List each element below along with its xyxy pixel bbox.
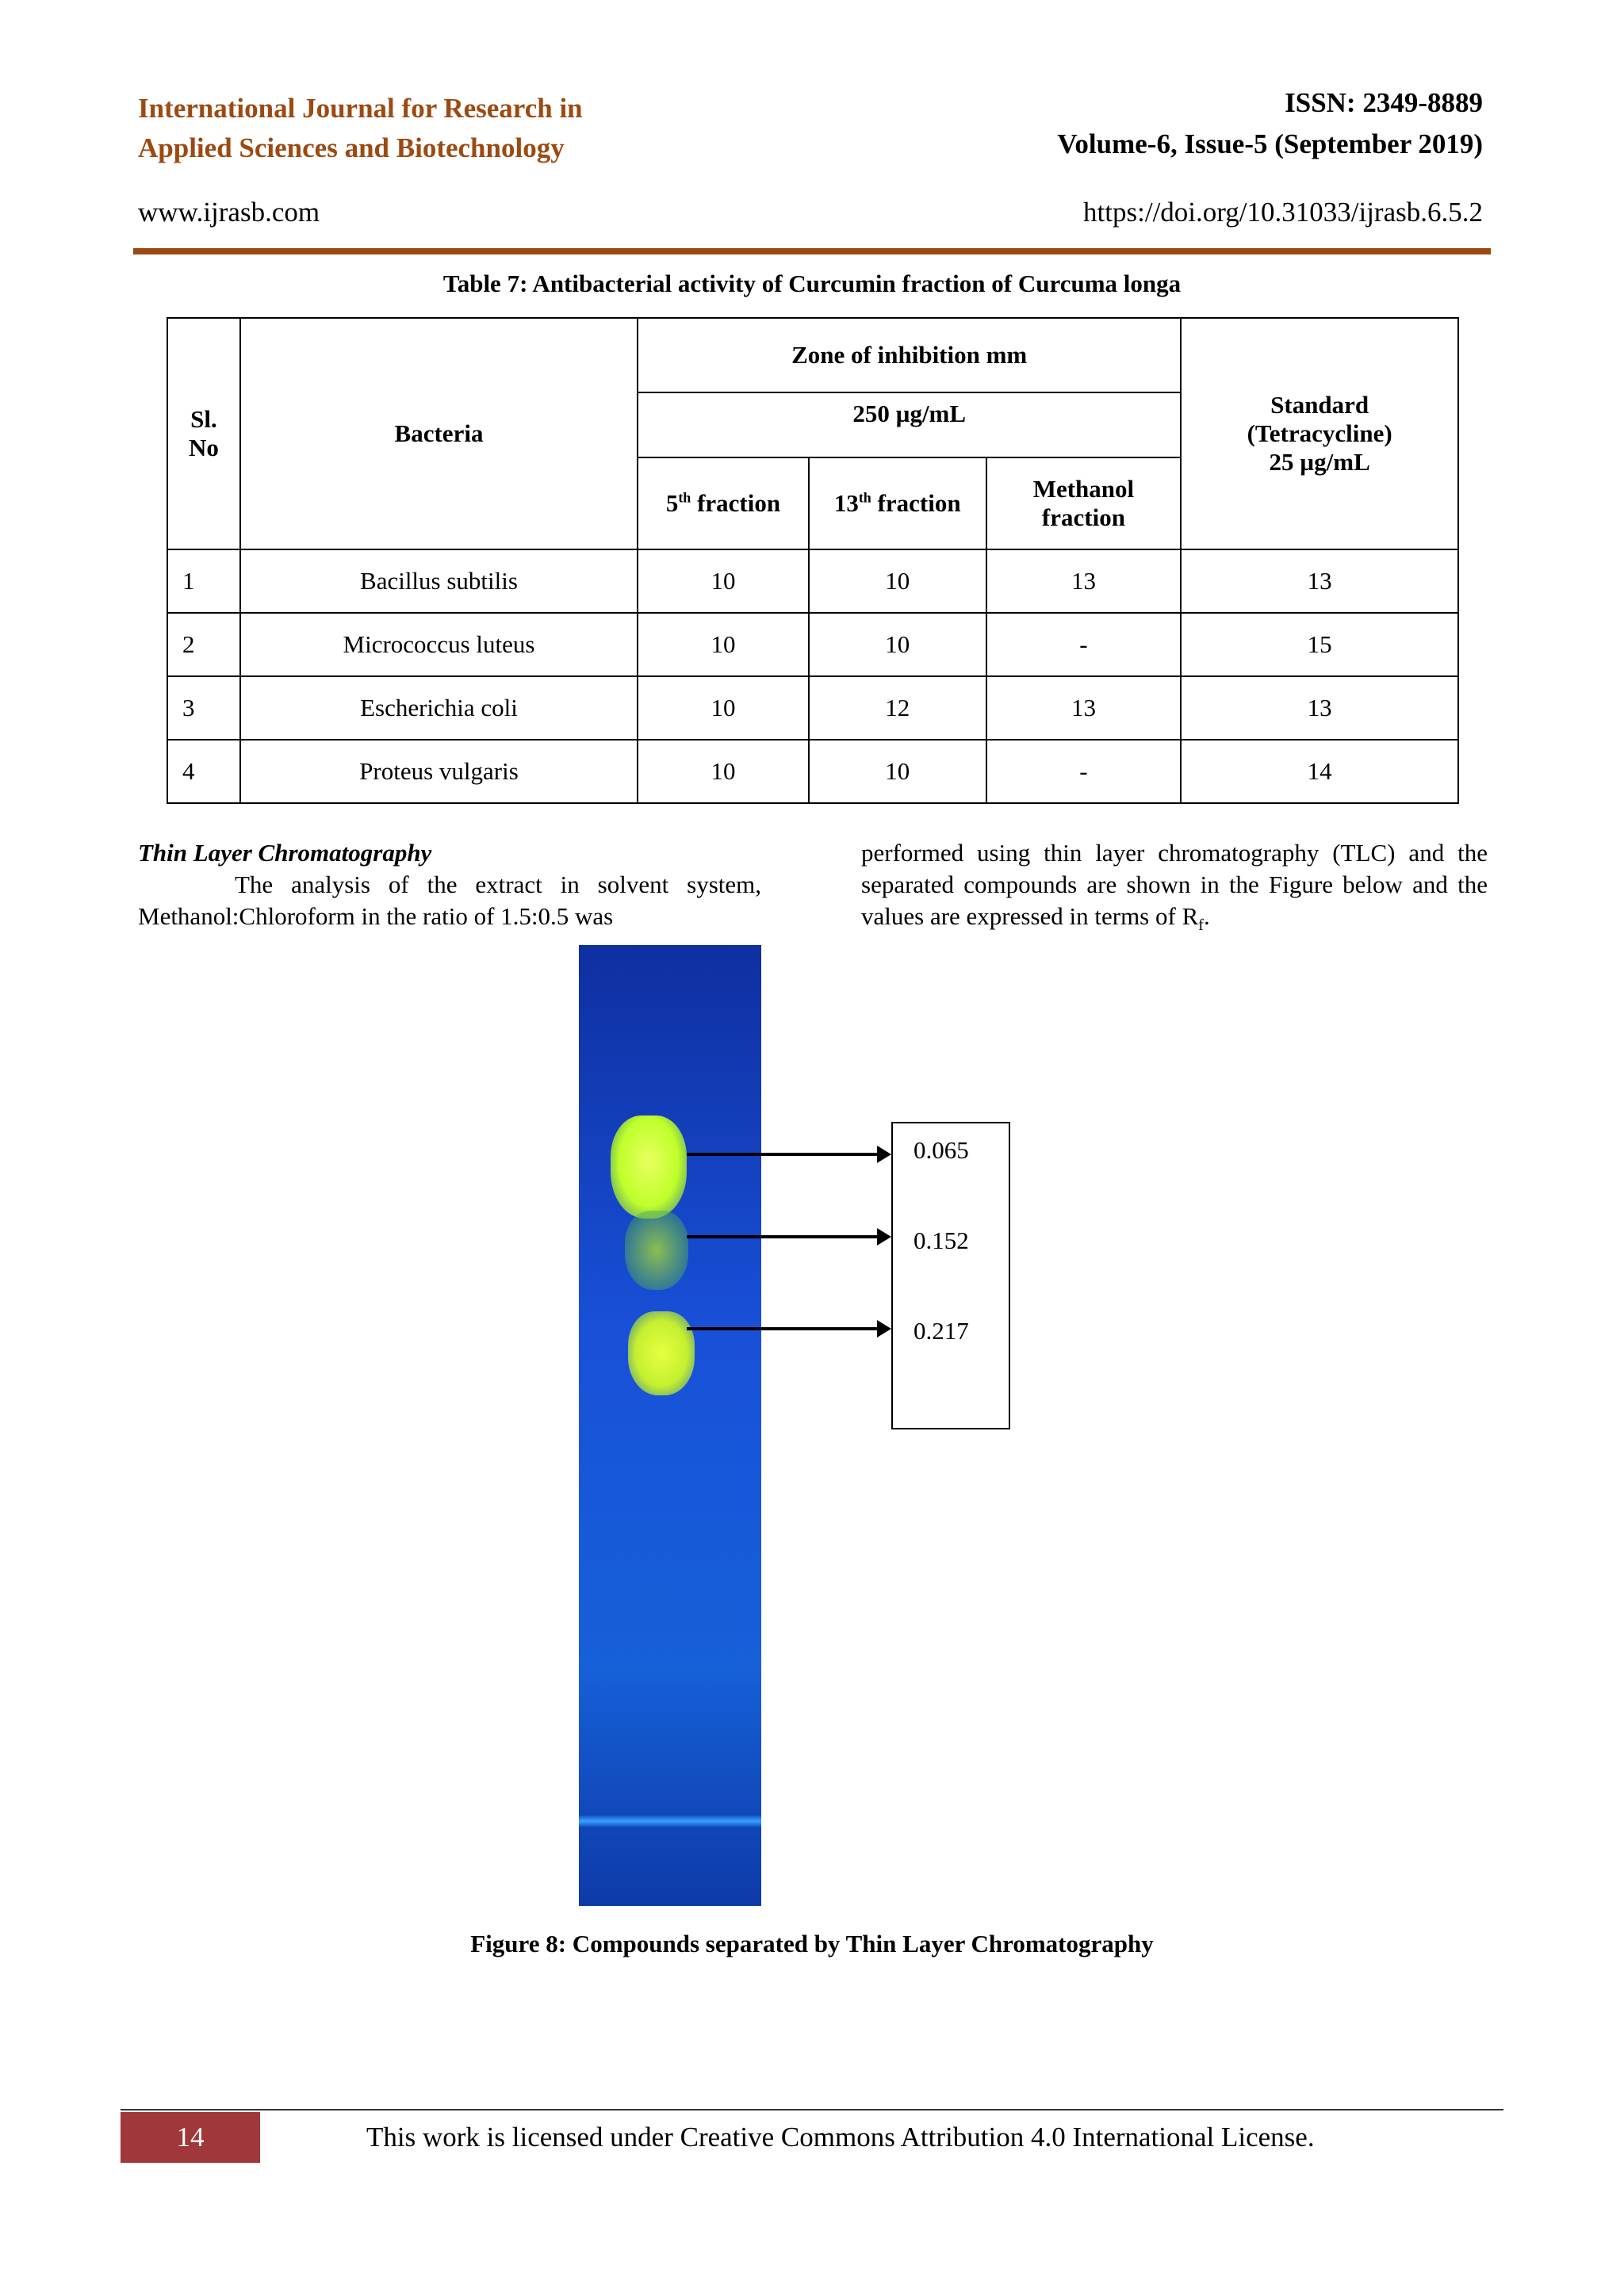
- header-zone-of-inhibition: Zone of inhibition mm: [638, 318, 1181, 392]
- cell-standard: 15: [1181, 613, 1458, 676]
- table-row: [167, 613, 1458, 676]
- fraction5-label: fraction: [691, 489, 781, 517]
- header-13th-fraction: [809, 457, 986, 549]
- arrow-rf-3: [687, 1327, 888, 1330]
- cell-bacteria: Micrococcus luteus: [240, 613, 638, 676]
- antibacterial-table: [167, 317, 1459, 804]
- tlc-plate-image: [579, 945, 761, 1906]
- cell-methanol: -: [986, 613, 1182, 676]
- cell-standard: 13: [1181, 676, 1458, 740]
- standard-line2: (Tetracycline): [1247, 419, 1392, 447]
- cell-standard: 13: [1181, 549, 1458, 613]
- header-concentration: 250 µg/mL: [638, 392, 1181, 457]
- rf-value-1: 0.065: [914, 1136, 969, 1164]
- rf-value-3: 0.217: [914, 1317, 969, 1345]
- cell-standard: 14: [1181, 740, 1458, 803]
- table-row: [167, 676, 1458, 740]
- cell-f13: 12: [809, 676, 986, 740]
- journal-name: [138, 89, 852, 168]
- journal-name-line1: International Journal for Research in: [138, 93, 583, 124]
- header-rule: [133, 248, 1491, 254]
- cell-f13: 10: [809, 740, 986, 803]
- table-row: [167, 549, 1458, 613]
- left-paragraph: The analysis of the extract in solvent system, Methanol:Chloroform in the ratio of 1.5:0.5 was: [138, 871, 761, 930]
- rf-subscript: f: [1198, 916, 1204, 935]
- cell-sl: 1: [167, 549, 240, 613]
- issn-block: [769, 82, 1483, 165]
- figure-caption: Figure 8: Compounds separated by Thin Layer Chromatography: [470, 1930, 1154, 1957]
- header-sl-no: Sl. No: [167, 318, 240, 549]
- page-number: 14: [121, 2112, 260, 2163]
- fraction13-label: fraction: [871, 489, 961, 517]
- doi-link[interactable]: https://doi.org/10.31033/ijrasb.6.5.2: [1083, 197, 1483, 228]
- website-link[interactable]: www.ijrasb.com: [138, 197, 320, 228]
- footer-rule: [121, 2109, 1503, 2110]
- plate-handwriting: ​: [613, 984, 618, 1010]
- header-bacteria: Bacteria: [240, 318, 638, 549]
- left-column: [138, 837, 761, 932]
- tlc-spot-1: [611, 1115, 687, 1219]
- table-caption: Table 7: Antibacterial activity of Curcumin fraction of Curcuma longa: [442, 270, 1182, 297]
- journal-name-line2: Applied Sciences and Biotechnology: [138, 132, 565, 163]
- cell-sl: 2: [167, 613, 240, 676]
- tlc-spot-3: [628, 1311, 695, 1395]
- rf-value-2: 0.152: [914, 1226, 969, 1254]
- solvent-front: [579, 1816, 761, 1827]
- cell-bacteria: Escherichia coli: [240, 676, 638, 740]
- arrow-rf-2: [687, 1235, 888, 1238]
- header-5th-fraction: [638, 457, 809, 549]
- volume-issue: Volume-6, Issue-5 (September 2019): [1057, 128, 1483, 159]
- cell-f5: 10: [638, 740, 809, 803]
- cell-bacteria: Proteus vulgaris: [240, 740, 638, 803]
- cell-f5: 10: [638, 613, 809, 676]
- cell-bacteria: Bacillus subtilis: [240, 549, 638, 613]
- cell-sl: 4: [167, 740, 240, 803]
- table-row: [167, 740, 1458, 803]
- cell-f5: 10: [638, 549, 809, 613]
- fraction13-sup: th: [858, 489, 871, 506]
- cell-methanol: 13: [986, 549, 1182, 613]
- section-title: Thin Layer Chromatography: [138, 839, 432, 867]
- fraction5-num: 5: [665, 489, 679, 517]
- cell-f5: 10: [638, 676, 809, 740]
- issn: ISSN: 2349-8889: [1285, 87, 1483, 118]
- arrow-rf-1: [687, 1153, 888, 1156]
- rf-values-box: [891, 1122, 1010, 1429]
- cell-methanol: 13: [986, 676, 1182, 740]
- right-column: [861, 837, 1488, 941]
- right-paragraph: performed using thin layer chromatography (TLC) and the separated compounds are shown in the Figure below and the values are expressed in terms of R: [861, 839, 1488, 930]
- cell-f13: 10: [809, 613, 986, 676]
- license-text: This work is licensed under Creative Commons Attribution 4.0 International License.: [366, 2122, 1315, 2152]
- cell-sl: 3: [167, 676, 240, 740]
- standard-line3: 25 µg/mL: [1269, 448, 1370, 476]
- fraction5-sup: th: [678, 489, 691, 506]
- fraction13-num: 13: [833, 489, 859, 517]
- cell-f13: 10: [809, 549, 986, 613]
- cell-methanol: -: [986, 740, 1182, 803]
- header-standard: [1181, 318, 1458, 549]
- header-methanol-fraction: Methanol fraction: [986, 457, 1182, 549]
- right-paragraph-end: .: [1203, 902, 1210, 930]
- tlc-spot-2: [625, 1211, 688, 1290]
- standard-line1: Standard: [1270, 391, 1369, 419]
